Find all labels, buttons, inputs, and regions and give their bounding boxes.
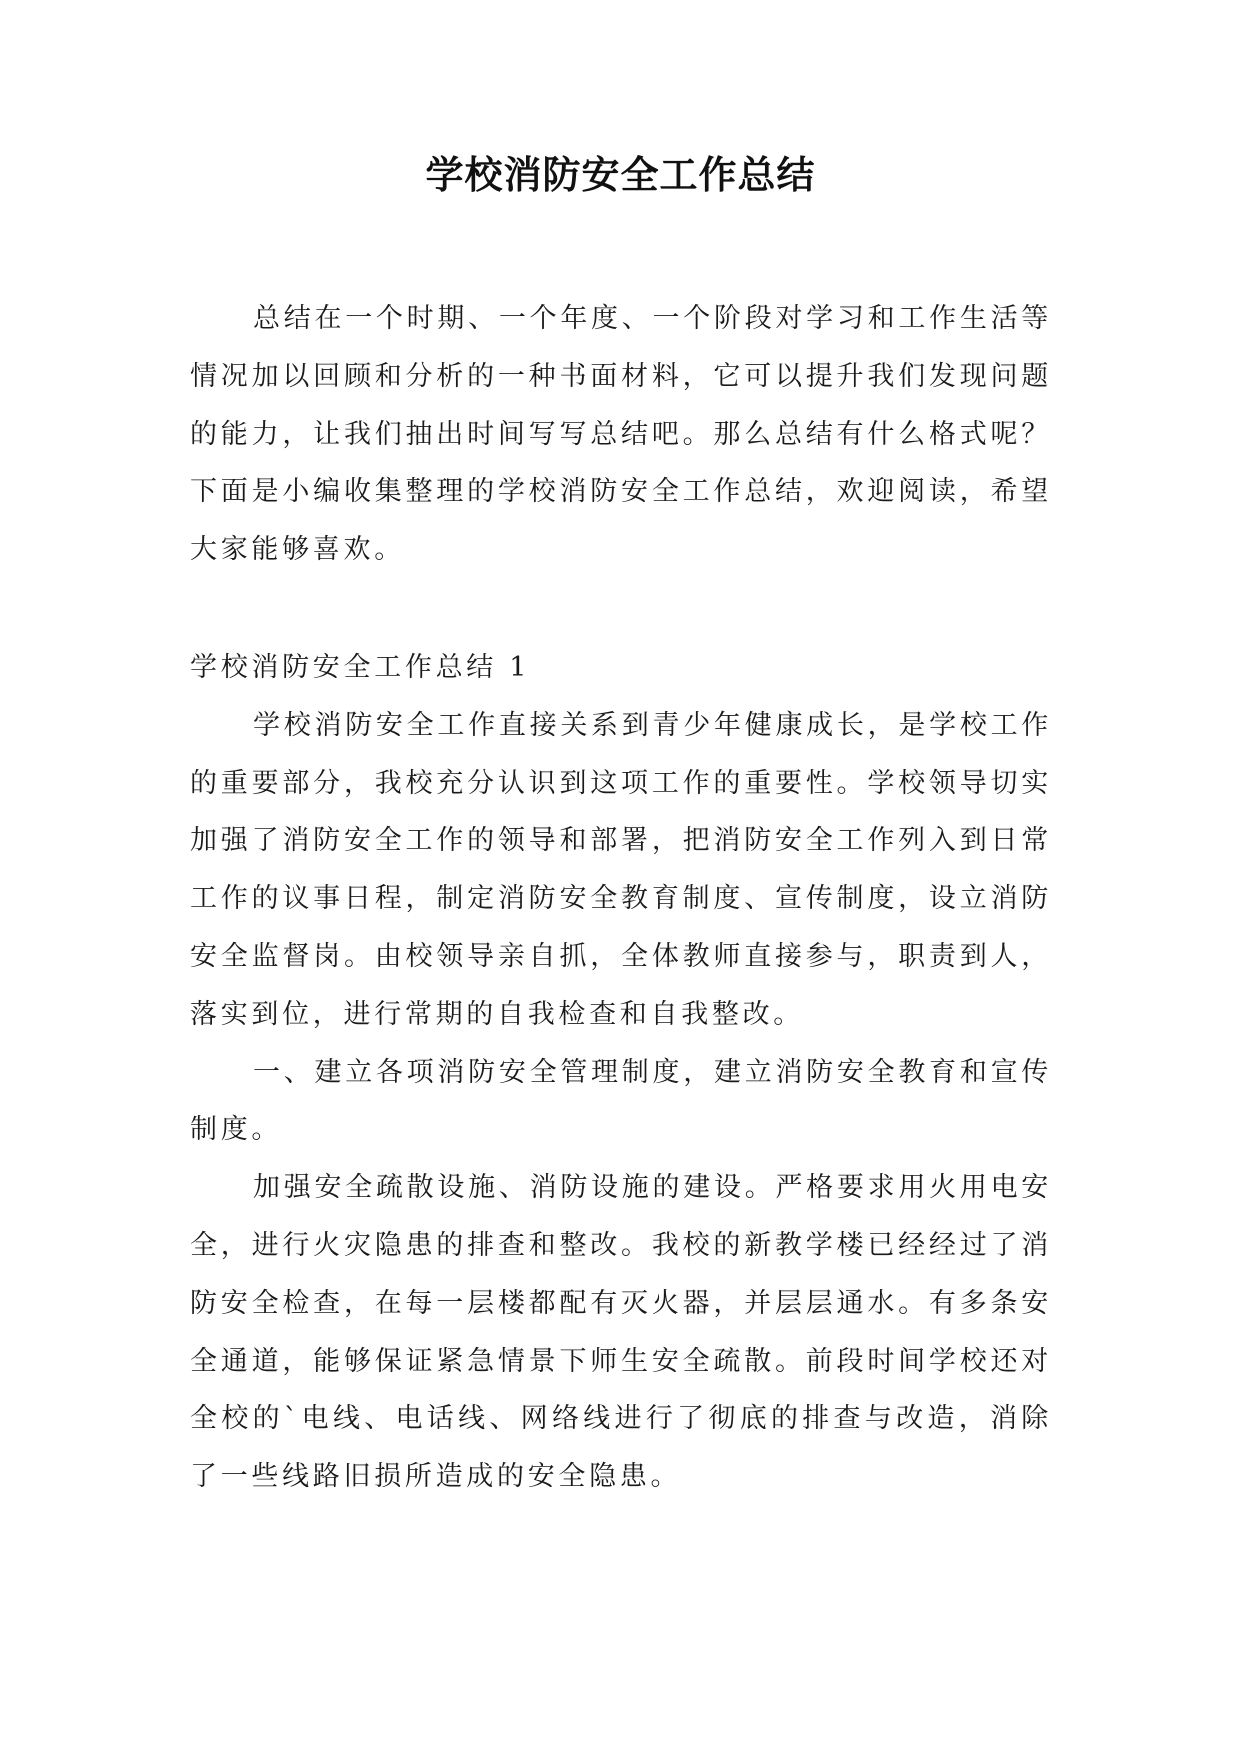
section-heading: 学校消防安全工作总结 1 [190,651,531,683]
body-paragraph: 一、建立各项消防安全管理制度，建立消防安全教育和宣传制度。 [190,1056,1052,1146]
document-body [190,290,1052,1506]
intro-paragraph: 总结在一个时期、一个年度、一个阶段对学习和工作生活等情况加以回顾和分析的一种书面材料，它可以提升我们发现问题的能力，让我们抽出时间写写总结吧。那么总结有什么格式呢？下面是小编收集整理的学校消防安全工作总结，欢迎阅读，希望大家能够喜欢。 [190,303,1052,566]
section-spacer [190,579,1052,639]
body-paragraph: 加强安全疏散设施、消防设施的建设。严格要求用火用电安全，进行火灾隐患的排查和整改。我校的新教学楼已经经过了消防安全检查，在每一层楼都配有灭火器，并层层通水。有多条安全通道，能够保证紧急情景下师生安全疏散。前段时间学校还对全校的`电线、电话线、网络线进行了彻底的排查与改造，消除了一些线路旧损所造成的安全隐患。 [190,1172,1052,1493]
body-paragraph: 学校消防安全工作直接关系到青少年健康成长，是学校工作的重要部分，我校充分认识到这项工作的重要性。学校领导切实加强了消防安全工作的领导和部署，把消防安全工作列入到日常工作的议事日程，制定消防安全教育制度、宣传制度，设立消防安全监督岗。由校领导亲自抓，全体教师直接参与，职责到人，落实到位，进行常期的自我检查和自我整改。 [190,709,1052,1030]
document-title: 学校消防安全工作总结 [425,153,816,197]
